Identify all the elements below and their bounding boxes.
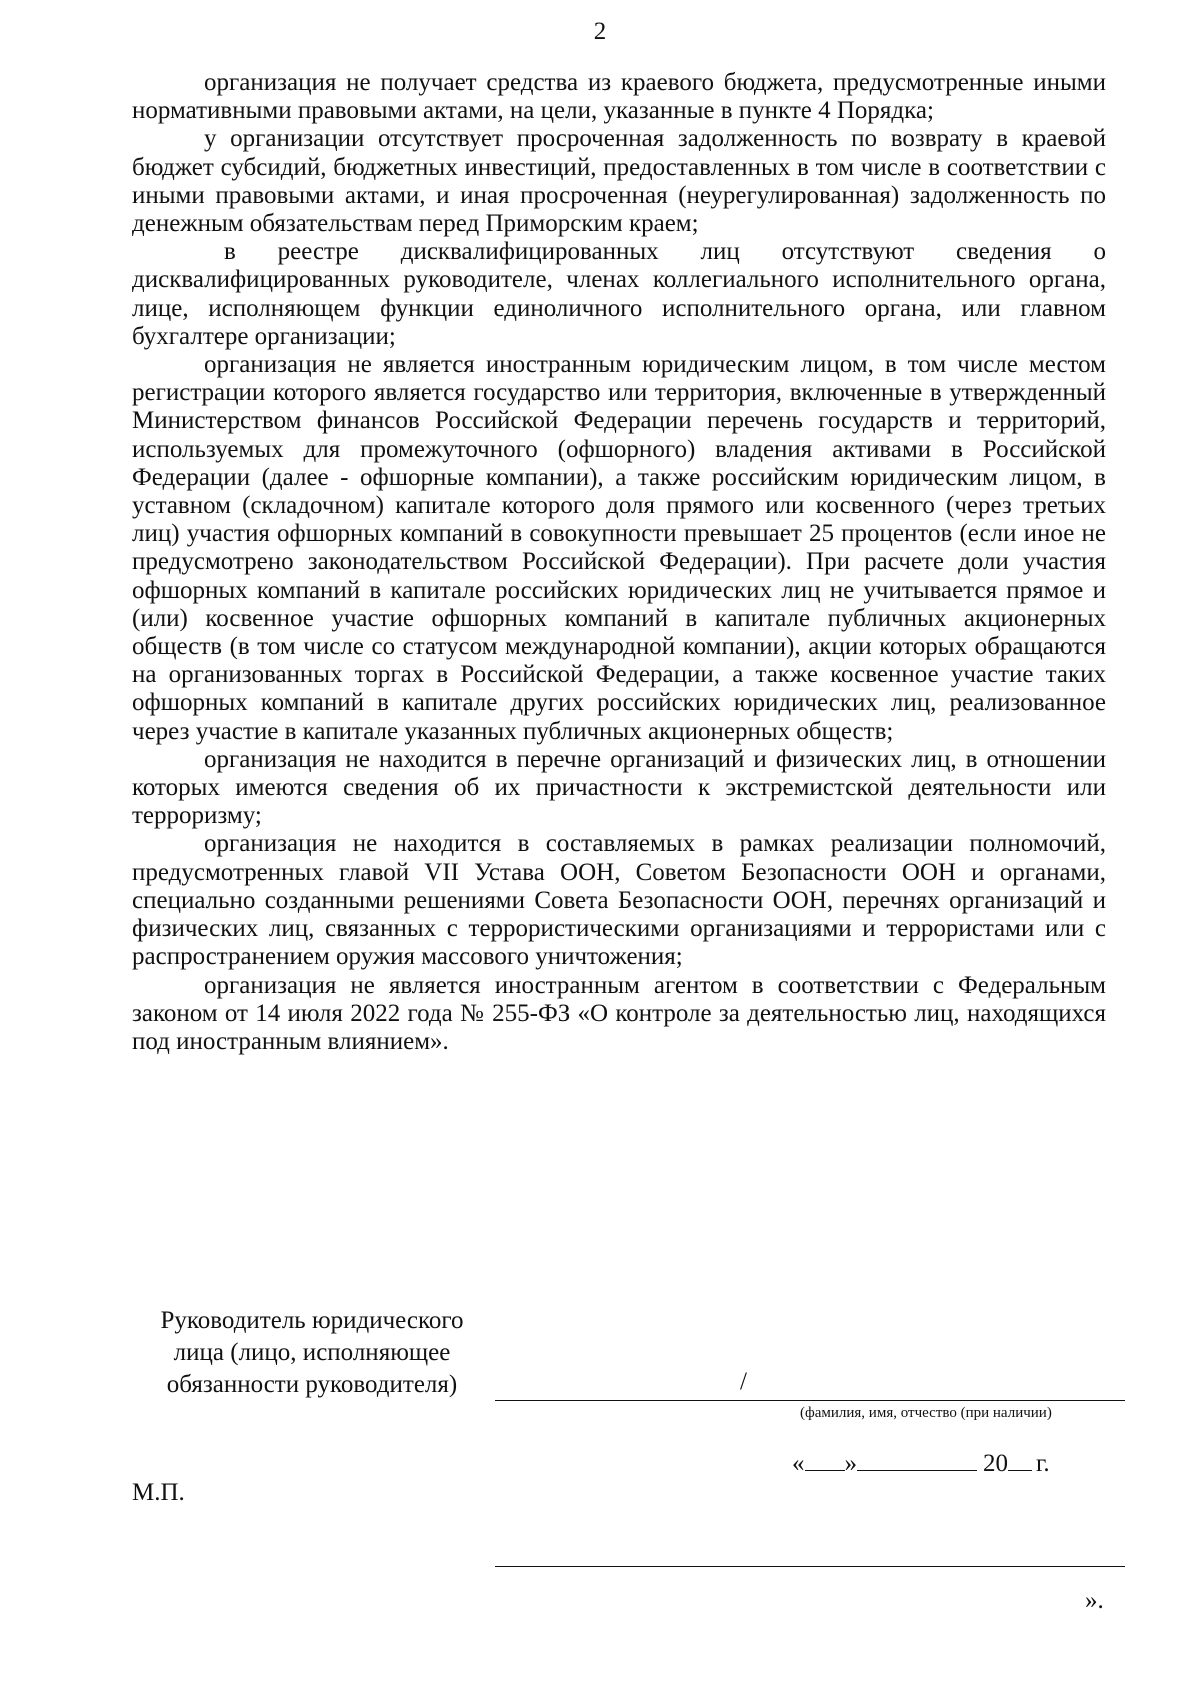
paragraph-offshore-companies: организация не является иностранным юридическим лицом, в том числе местом регистрации которого является государство или территория, включенные в утвержденный Министерством финансов Российской Федерации перечень государств и территорий, используемых для промежуточного (офшорного) владения активами в Российской Федерации (далее - офшорные компании), а также российским юридическим лицом, в уставном (складочном) капитале которого доля прямого или косвенного (через третьих лиц) участия офшорных компаний в совокупности превышает 25 процентов (если иное не предусмотрено законодательством Российской Федерации). При расчете доли участия офшорных компаний в капитале российских юридических лиц не учитывается прямое и (или) косвенное участие офшорных компаний в капитале публичных акционерных обществ (в том числе со статусом международной компании), акции которых обращаются на организованных торгах в Российской Федерации, а также косвенное участие таких офшорных компаний в капитале других российских юридических лиц, реализованное через участие в капитале указанных публичных акционерных обществ; [132,351,1106,745]
date-year-suffix: г. [1036,1450,1050,1477]
bottom-blank-line [495,1566,1125,1567]
signature-line [495,1400,1125,1401]
signer-line: Руководитель юридического [160,1307,464,1334]
date-month-blank [857,1446,977,1471]
date-open-quote: « [792,1450,805,1477]
stamp-placeholder: М.П. [132,1479,185,1506]
paragraph-disqualified-persons: в реестре дисквалифицированных лиц отсутствуют сведения о дисквалифицированных руководителе, членах коллегиального исполнительного органа, лице, исполняющем функции единоличного исполнительного органа, или главном бухгалтере организации; [132,238,1106,350]
document-body [132,69,1106,1056]
date-year-prefix: 20 [983,1450,1008,1477]
paragraph-overdue-debt: у организации отсутствует просроченная задолженность по возврату в краевой бюджет субсидий, бюджетных инвестиций, предоставленных в том числе в соответствии с иными правовыми актами, и иная просроченная (неурегулированная) задолженность по денежным обязательствам перед Приморским краем; [132,125,1106,238]
date-day-blank [805,1446,845,1471]
date-field [792,1446,1050,1480]
paragraph-un-sanctions-list: организация не находится в составляемых в рамках реализации полномочий, предусмотренных главой VII Устава ООН, Советом Безопасности ООН и органами, специально созданными решениями Совета Безопасности ООН, перечнях организаций и физических лиц, связанных с террористическими организациями и террористами или с распространением оружия массового уничтожения; [132,830,1106,971]
signer-title [132,1305,492,1401]
paragraph-budget-funds: организация не получает средства из краевого бюджета, предусмотренные иными нормативными правовыми актами, на цели, указанные в пункте 4 Порядка; [132,69,1106,125]
paragraph-foreign-agent: организация не является иностранным агентом в соответствии с Федеральным законом от 14 июля 2022 года № 255-ФЗ «О контроле за деятельностью лиц, находящихся под иностранным влиянием». [132,971,1106,1055]
date-year-blank [1008,1446,1032,1471]
signature-caption: (фамилия, имя, отчество (при наличии) [800,1405,1052,1421]
paragraph-extremism-list: организация не находится в перечне организаций и физических лиц, в отношении которых имеются сведения об их причастности к экстремистской деятельности или терроризму; [132,745,1106,830]
closing-quote: ». [1085,1587,1104,1614]
signer-line: обязанности руководителя) [166,1371,458,1398]
signature-separator: / [740,1368,747,1395]
date-close-quote: » [844,1450,857,1477]
page-number: 2 [593,18,607,45]
signer-line: лица (лицо, исполняющее [173,1339,451,1366]
